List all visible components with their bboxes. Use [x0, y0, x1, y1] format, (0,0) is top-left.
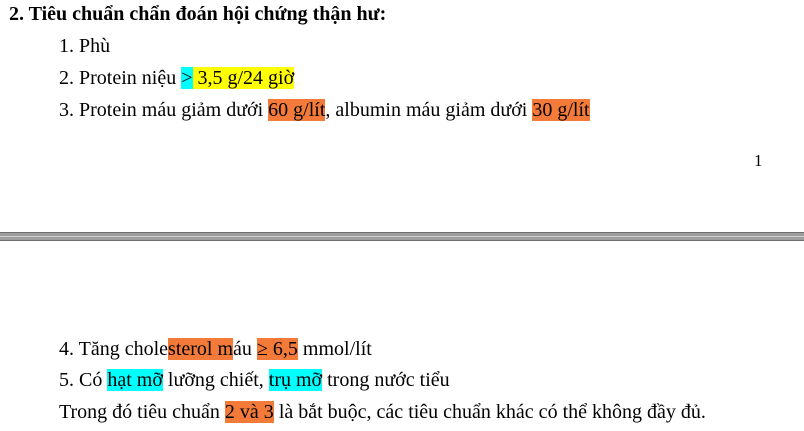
page-number: 1 — [754, 151, 763, 170]
highlight-sterol: sterol m — [168, 338, 234, 360]
criterion-5-prefix: 5. Có — [59, 369, 108, 391]
criterion-2-prefix: 2. Protein niệu — [59, 67, 182, 89]
criterion-1-text: 1. Phù — [59, 35, 111, 57]
criterion-2 — [59, 66, 294, 90]
highlight-greater-than: > — [181, 67, 193, 89]
criterion-3-middle: , albumin máu giảm dưới — [325, 99, 533, 121]
criterion-5-suffix: trong nước tiểu — [322, 369, 450, 391]
criterion-4-middle: áu — [233, 338, 257, 360]
criterion-4-prefix: 4. Tăng chole — [59, 338, 169, 360]
highlight-fat-droplets: hạt mỡ — [107, 369, 163, 391]
highlight-fat-casts: trụ mỡ — [268, 369, 323, 391]
criterion-3 — [59, 98, 590, 122]
highlight-protein-value: 60 g/lít — [268, 99, 326, 121]
criterion-4-suffix: mmol/lít — [297, 338, 372, 360]
criteria-note — [59, 400, 706, 424]
criterion-3-prefix: 3. Protein máu giảm dưới — [59, 99, 269, 121]
criterion-4 — [59, 337, 372, 361]
highlight-required-criteria: 2 và 3 — [224, 401, 274, 423]
document-page-2 — [0, 241, 804, 431]
page-break-separator — [0, 232, 804, 241]
highlight-cholesterol-value: ≥ 6,5 — [256, 338, 298, 360]
highlight-albumin-value: 30 g/lít — [532, 99, 590, 121]
criterion-5 — [59, 368, 450, 392]
section-heading: 2. Tiêu chuẩn chẩn đoán hội chứng thận hư: — [9, 3, 387, 25]
highlight-protein-threshold: 3,5 g/24 giờ — [192, 67, 295, 89]
criterion-5-middle: lưỡng chiết, — [162, 369, 269, 391]
criterion-1 — [59, 34, 110, 58]
criteria-note-prefix: Trong đó tiêu chuẩn — [59, 401, 225, 423]
criteria-note-suffix: là bắt buộc, các tiêu chuẩn khác có thể không đầy đủ. — [273, 401, 706, 423]
